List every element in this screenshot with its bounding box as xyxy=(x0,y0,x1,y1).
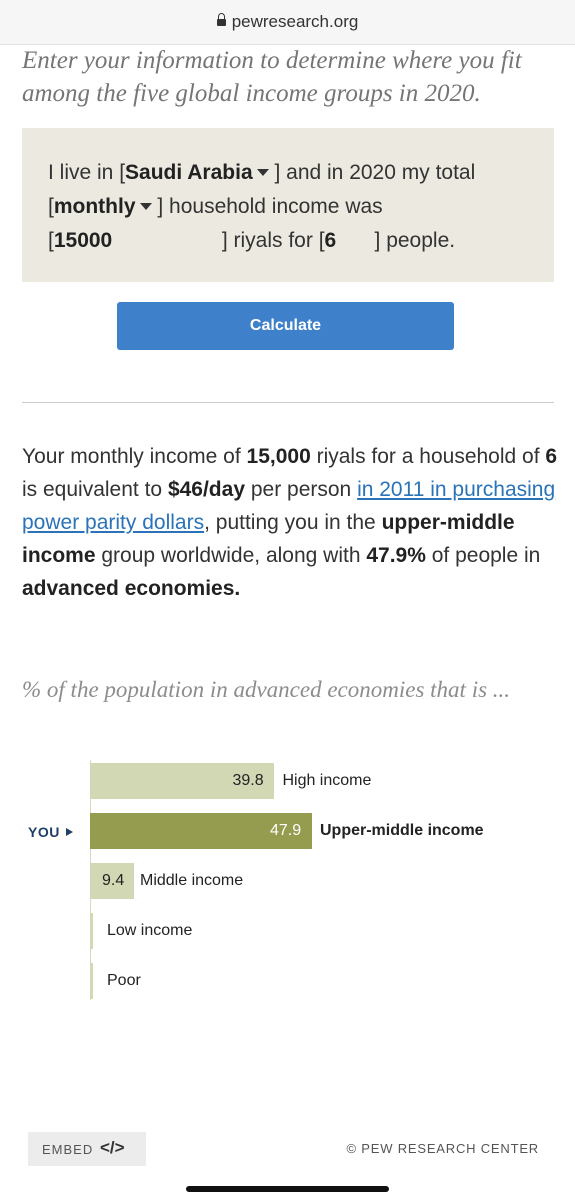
period-select[interactable] xyxy=(54,195,152,218)
result-part: riyals for a household of xyxy=(310,445,546,468)
country-value: Saudi Arabia xyxy=(125,161,253,184)
embed-button[interactable] xyxy=(28,1132,146,1166)
copyright-text: © PEW RESEARCH CENTER xyxy=(346,1141,539,1156)
you-indicator xyxy=(28,824,73,840)
country-select[interactable] xyxy=(125,161,269,184)
income-form xyxy=(22,128,554,282)
income-group: upper-middle income xyxy=(22,511,515,567)
people-input[interactable]: 6 xyxy=(324,229,337,252)
form-text-4: ] household income was xyxy=(157,195,383,218)
arrow-right-icon xyxy=(66,828,73,836)
browser-address-bar[interactable] xyxy=(0,0,575,45)
bar-value-label: 9.4 xyxy=(102,872,125,889)
bar xyxy=(90,963,93,999)
result-part: , putting you in the xyxy=(204,511,382,534)
form-text-6: ] riyals for [ xyxy=(221,229,325,252)
bar-category-label: Low income xyxy=(107,922,193,939)
lock-icon xyxy=(217,19,226,26)
result-part: of people in xyxy=(425,544,541,567)
home-indicator xyxy=(186,1186,389,1192)
bar-category-label: Poor xyxy=(107,972,141,989)
bar-category-label: Upper-middle income xyxy=(320,822,484,839)
bar-category-label: Middle income xyxy=(140,872,244,889)
url-display[interactable] xyxy=(0,12,575,32)
embed-label: EMBED xyxy=(42,1142,94,1157)
result-part: Your monthly income of xyxy=(22,445,247,468)
chevron-down-icon xyxy=(140,203,152,210)
you-label: YOU xyxy=(28,824,60,840)
form-sentence xyxy=(48,156,548,258)
economy-type: advanced economies. xyxy=(22,577,241,600)
form-text-5: [ xyxy=(48,229,54,252)
result-part: is equivalent to xyxy=(22,478,168,501)
result-part: group worldwide, along with xyxy=(95,544,367,567)
period-value: monthly xyxy=(53,195,136,218)
form-text-7: ] people. xyxy=(374,229,456,252)
code-icon: </> xyxy=(100,1138,125,1157)
income-input[interactable]: 15000 xyxy=(53,229,113,252)
chart-title: % of the population in advanced economies that is ... xyxy=(22,677,511,702)
group-percentage: 47.9% xyxy=(366,544,426,567)
daily-amount: $46/day xyxy=(167,478,245,501)
calculate-button[interactable]: Calculate xyxy=(117,302,454,350)
result-text xyxy=(22,440,562,605)
household-size: 6 xyxy=(545,445,558,468)
form-text-3: [ xyxy=(48,195,54,218)
url-text: pewresearch.org xyxy=(231,12,359,31)
intro-text: Enter your information to determine where you fit among the five global income groups in 2020. xyxy=(22,47,522,107)
section-divider xyxy=(22,402,554,403)
bar-value-label: 47.9 xyxy=(270,822,302,839)
form-text-1: I live in [ xyxy=(48,161,126,184)
bar xyxy=(90,913,93,949)
chevron-down-icon xyxy=(257,169,269,176)
bar-value-label: 39.8 xyxy=(232,772,264,789)
ppp-link[interactable]: in 2011 in purchasing power parity dollars xyxy=(22,478,556,534)
bar-category-label: High income xyxy=(282,772,372,789)
income-amount: 15,000 xyxy=(246,445,311,468)
form-text-2: ] and in 2020 my total xyxy=(274,161,476,184)
result-part: per person xyxy=(245,478,358,501)
